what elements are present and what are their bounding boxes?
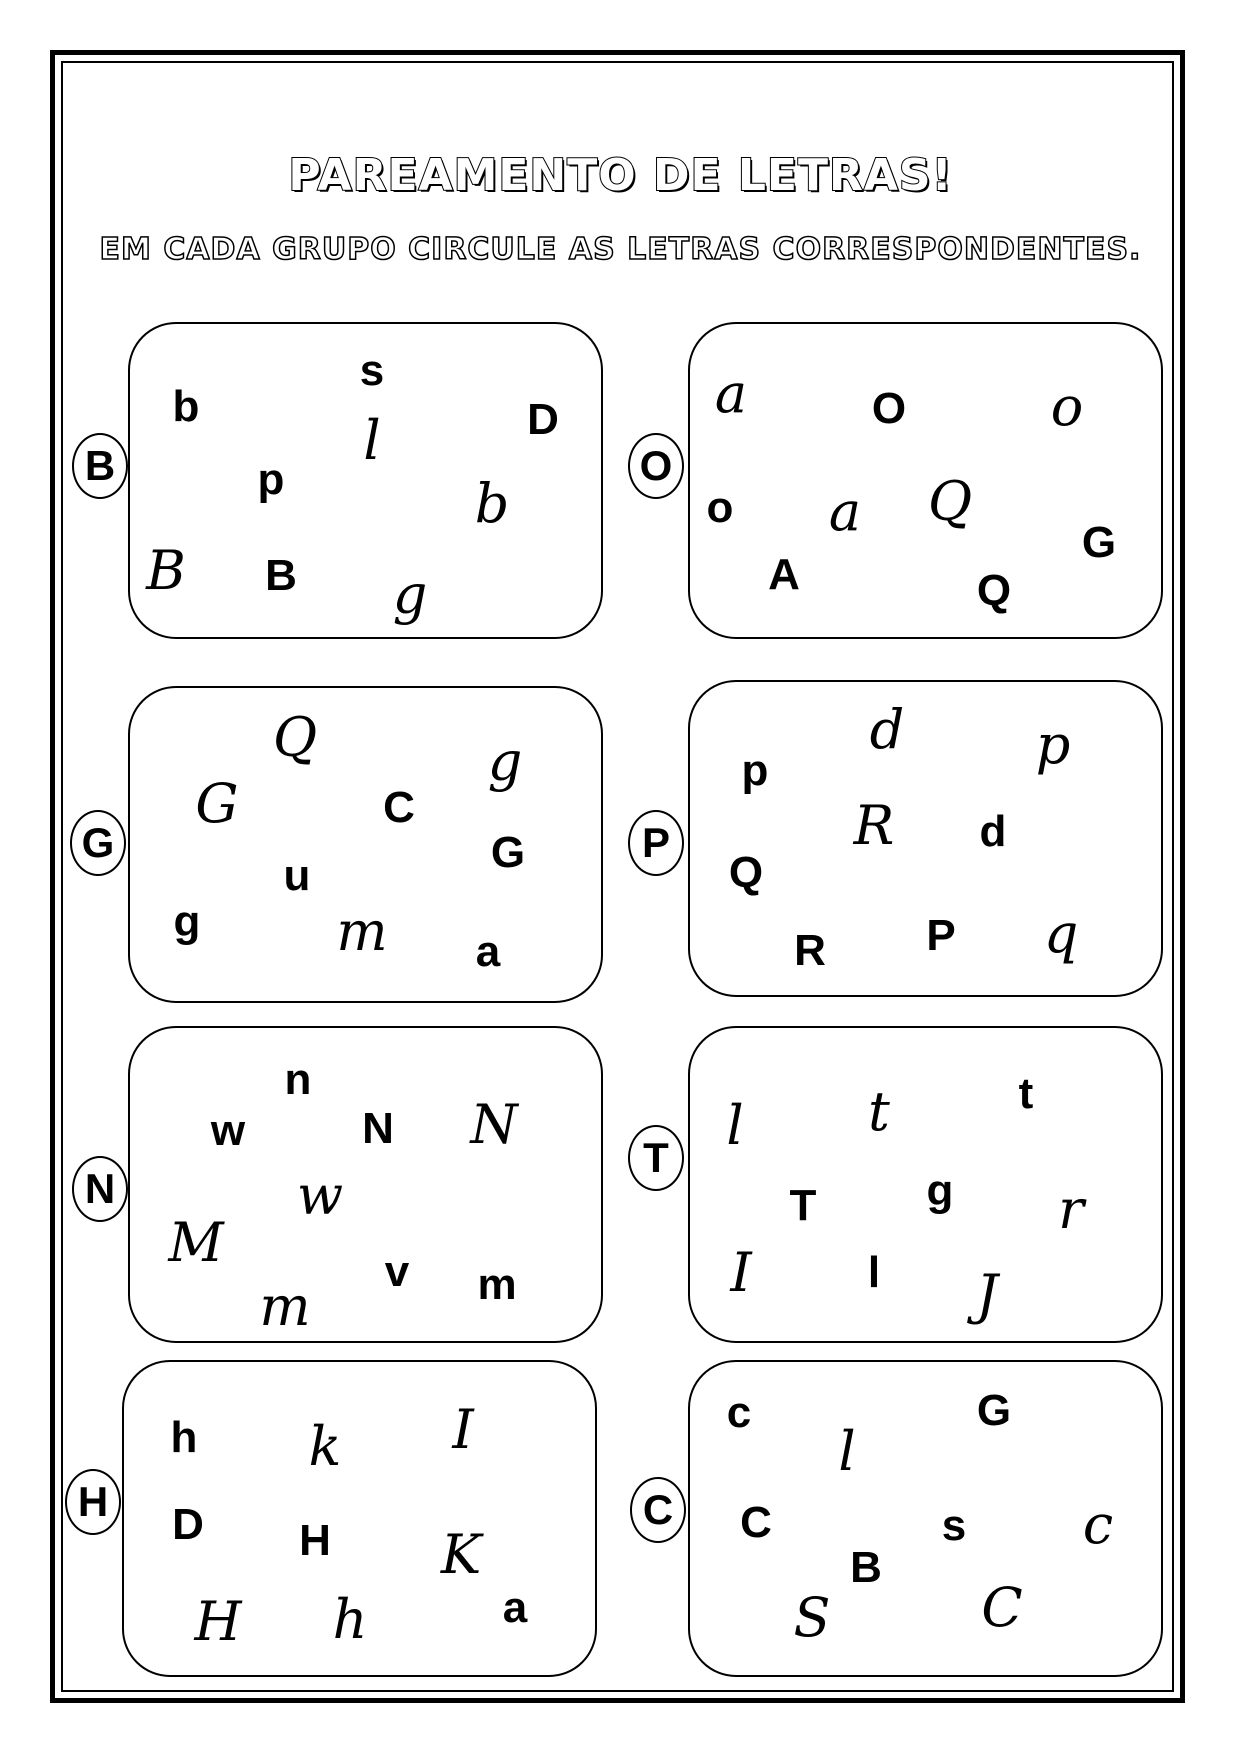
letter-item[interactable]: P xyxy=(926,911,956,960)
letter-item[interactable]: H xyxy=(194,1590,242,1653)
letter-item[interactable]: I xyxy=(452,1398,474,1461)
letter-item[interactable]: h xyxy=(170,1413,198,1462)
worksheet-instruction: EM CADA GRUPO CIRCULE AS LETRAS CORRESPONDENTES. xyxy=(99,232,1142,267)
letter-item[interactable]: t xyxy=(1018,1069,1034,1118)
letter-item[interactable]: a xyxy=(475,927,501,976)
target-letter-circle: B xyxy=(72,433,128,499)
letter-item[interactable]: w xyxy=(296,1164,344,1227)
letter-item[interactable]: l xyxy=(363,409,381,472)
letter-item[interactable]: T xyxy=(789,1181,817,1230)
target-letter-circle: N xyxy=(72,1156,128,1222)
letter-item[interactable]: a xyxy=(714,362,748,425)
letter-item[interactable]: p xyxy=(1035,713,1071,776)
letter-item[interactable]: d xyxy=(869,698,905,761)
letter-item[interactable]: Q xyxy=(976,566,1012,615)
letter-item[interactable]: l xyxy=(838,1420,856,1483)
letter-item[interactable]: o xyxy=(1050,375,1084,438)
target-letter-circle: P xyxy=(628,810,684,876)
letter-item[interactable]: B xyxy=(146,539,186,602)
letter-item[interactable]: d xyxy=(979,807,1007,856)
letter-item[interactable]: R xyxy=(794,926,826,975)
target-letter-circle: O xyxy=(628,433,684,499)
letter-item[interactable]: Q xyxy=(927,470,973,533)
letter-item[interactable]: Q xyxy=(728,848,764,897)
letter-item[interactable]: O xyxy=(871,384,907,433)
letter-item[interactable]: b xyxy=(474,472,510,535)
letter-item[interactable]: D xyxy=(172,1500,204,1549)
letter-item[interactable]: l xyxy=(726,1094,744,1157)
letter-item[interactable]: c xyxy=(1082,1493,1114,1556)
letter-item[interactable]: N xyxy=(362,1104,394,1153)
letter-item[interactable]: D xyxy=(527,395,559,444)
letter-item[interactable]: B xyxy=(265,551,297,600)
target-letter-circle: H xyxy=(65,1469,121,1535)
worksheet-title: PAREAMENTO DE LETRAS! xyxy=(288,150,953,201)
letter-item[interactable]: G xyxy=(1081,518,1117,567)
letter-item[interactable]: t xyxy=(868,1080,890,1143)
letter-item[interactable]: S xyxy=(793,1586,831,1649)
letter-item[interactable]: q xyxy=(1043,902,1079,965)
letter-item[interactable]: M xyxy=(168,1211,224,1274)
letter-group-box xyxy=(688,1026,1163,1343)
letter-item[interactable]: v xyxy=(384,1247,410,1296)
letter-item[interactable]: R xyxy=(853,794,895,857)
letter-item[interactable]: l xyxy=(867,1248,881,1297)
letter-item[interactable]: B xyxy=(850,1543,882,1592)
letter-item[interactable]: J xyxy=(976,1263,998,1326)
letter-item[interactable]: s xyxy=(941,1501,967,1550)
letter-item[interactable]: C xyxy=(740,1498,772,1547)
letter-item[interactable]: s xyxy=(359,346,385,395)
letter-item[interactable]: o xyxy=(706,483,734,532)
letter-item[interactable]: m xyxy=(336,900,388,963)
letter-item[interactable]: g xyxy=(173,897,201,946)
letter-item[interactable]: G xyxy=(976,1386,1012,1435)
letter-item[interactable]: C xyxy=(981,1576,1023,1639)
letter-item[interactable]: b xyxy=(172,382,200,431)
letter-item[interactable]: m xyxy=(259,1275,311,1338)
letter-item[interactable]: K xyxy=(440,1523,482,1586)
letter-item[interactable]: g xyxy=(392,563,428,626)
target-letter-circle: T xyxy=(628,1125,684,1191)
target-letter-circle: C xyxy=(630,1477,686,1543)
letter-item[interactable]: N xyxy=(470,1093,518,1156)
letter-item[interactable]: a xyxy=(828,480,862,543)
letter-item[interactable]: p xyxy=(257,455,285,504)
letter-item[interactable]: k xyxy=(308,1415,342,1478)
letter-item[interactable]: n xyxy=(284,1055,312,1104)
letter-item[interactable]: G xyxy=(195,772,239,835)
letter-item[interactable]: h xyxy=(332,1588,368,1651)
letter-group-box xyxy=(688,322,1163,639)
letter-item[interactable]: u xyxy=(283,851,311,900)
letter-item[interactable]: r xyxy=(1058,1178,1084,1241)
letter-item[interactable]: c xyxy=(726,1388,752,1437)
letter-item[interactable]: A xyxy=(768,550,800,599)
letter-item[interactable]: G xyxy=(490,828,526,877)
letter-item[interactable]: Q xyxy=(272,706,318,769)
letter-group-box xyxy=(128,1026,603,1343)
letter-item[interactable]: m xyxy=(477,1260,517,1309)
letter-item[interactable]: w xyxy=(210,1106,246,1155)
letter-item[interactable]: H xyxy=(299,1516,331,1565)
target-letter-circle: G xyxy=(70,810,126,876)
letter-item[interactable]: I xyxy=(730,1241,752,1304)
letter-item[interactable]: g xyxy=(926,1166,954,1215)
letter-item[interactable]: p xyxy=(741,746,769,795)
letter-item[interactable]: g xyxy=(487,730,523,793)
letter-item[interactable]: a xyxy=(502,1583,528,1632)
letter-item[interactable]: C xyxy=(383,783,415,832)
